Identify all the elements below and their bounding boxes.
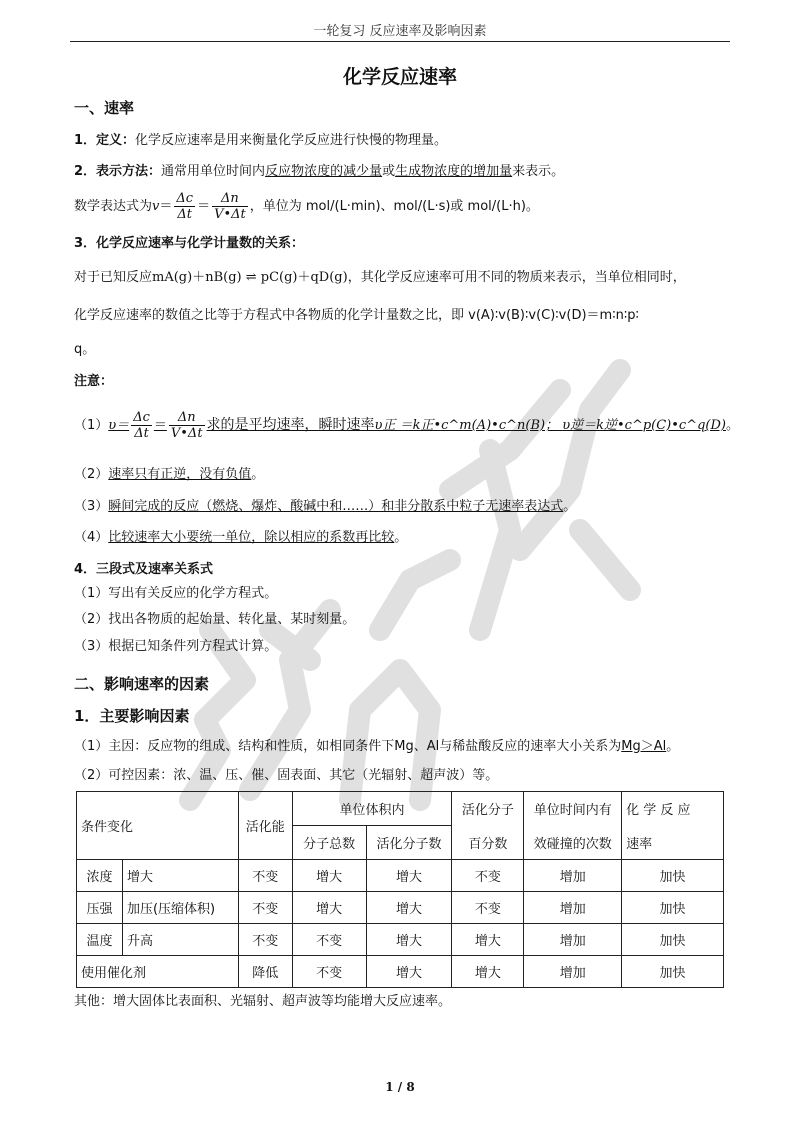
representation-mid: 或 <box>382 164 396 179</box>
representation-post: 来表示。 <box>512 164 565 179</box>
representation-line <box>74 162 734 182</box>
three-step-item: （1）写出有关反应的化学方程式。 <box>74 586 278 601</box>
page-title: 化学反应速率 <box>342 66 457 88</box>
factors-table <box>76 791 724 988</box>
mg-al-relation: Mg＞Al <box>621 739 667 754</box>
relation-line1: 对于已知反应mA(g)＋nB(g) ⇌ pC(g)＋qD(g)，其化学反应速率可用不同的物质来表示，当单位相同时， <box>74 270 686 285</box>
header-per-unit-volume: 单位体积内 <box>292 792 452 826</box>
instantaneous-forward: υ正 ＝k正•c^m(A)•c^n(B)； <box>374 418 559 433</box>
other-factors: 其他：增大固体比表面积、光辐射、超声波等均能增大反应速率。 <box>74 994 452 1009</box>
expression-eq: ＝ <box>159 199 173 214</box>
table-row: 压强 加压(压缩体积) 不变 增大 增大 不变 增加 加快 <box>77 892 724 924</box>
section-heading-factors: 二、影响速率的因素 <box>74 675 210 693</box>
representation-pre: 通常用单位时间内 <box>161 164 266 179</box>
reaction-equation: mA(g)＋nB(g) ⇌ pC(g)＋qD(g) <box>152 270 348 285</box>
table-row: 温度 升高 不变 不变 增大 增大 增加 加快 <box>77 924 724 956</box>
main-factors-label: 1．主要影响因素 <box>74 707 190 725</box>
representation-label: 2．表示方法： <box>74 164 162 179</box>
page-number: 1 / 8 <box>385 1080 415 1094</box>
three-step-item: （2）找出各物质的起始量、转化量、某时刻量。 <box>74 612 356 627</box>
representation-reactant: 反应物浓度的减少量 <box>265 164 383 179</box>
definition-text: 化学反应速率是用来衡量化学反应进行快慢的物理量。 <box>135 133 448 148</box>
note-4: （4）比较速率大小要统一单位，除以相应的系数再比较。 <box>74 530 408 545</box>
instantaneous-reverse: υ逆＝k逆•c^p(C)•c^q(D) <box>562 418 726 433</box>
header-rule <box>70 41 730 42</box>
header-activation-energy: 活化能 <box>238 792 292 860</box>
definition-label: 1．定义： <box>74 133 136 148</box>
three-step-label: 4．三段式及速率关系式 <box>74 562 214 577</box>
header-effective-collisions: 单位时间内有 效碰撞的次数 <box>524 792 622 860</box>
running-header: 一轮复习 反应速率及影响因素 <box>313 24 487 39</box>
note-2: （2）速率只有正逆，没有负值。 <box>74 467 265 482</box>
relation-line2: 化学反应速率的数值之比等于方程式中各物质的化学计量数之比，即 v(A)∶v(B)∶v(C)∶v(D)＝m∶n∶p∶ <box>74 308 639 323</box>
representation-product: 生成物浓度的增加量 <box>395 164 513 179</box>
table-row: 浓度 增大 不变 增大 增大 不变 增加 加快 <box>77 860 724 892</box>
header-activated-molecules: 活化分子数 <box>366 826 452 860</box>
section-heading-rate: 一、速率 <box>74 99 135 117</box>
fraction-amount: $\frac{\Delta n}{V•\Delta t}$ <box>214 191 246 222</box>
relation-line3: q。 <box>74 342 96 357</box>
note-1-content: υ＝ $\frac{\Delta c}{\Delta t}$ ＝ $\frac{\Delta n}{V•\Delta t}$ 求的是平均速率，瞬时速率υ正 ＝k正•c^m(A)•c^n(B)； υ逆＝k逆•c^p(C)•c^q(D) <box>108 410 726 441</box>
expression-units: ，单位为 mol/(L·min)、mol/(L·s)或 mol/(L·h)。 <box>249 199 539 214</box>
three-step-item: （3）根据已知条件列方程式计算。 <box>74 639 278 654</box>
definition-line <box>74 131 734 151</box>
expression-v: v <box>152 199 160 214</box>
table-row: 使用催化剂 降低 不变 增大 增大 增加 加快 <box>77 956 724 988</box>
header-activated-percent: 活化分子 百分数 <box>452 792 524 860</box>
factor-item-2: （2）可控因素：浓、温、压、催、固表面、其它（光辐射、超声波）等。 <box>74 768 499 783</box>
expression-line: 数学表达式为v＝ $\frac{\Delta c}{\Delta t}$ ＝ $\frac{\Delta n}{V•\Delta t}$ ，单位为 mol/(L·min)、mol/(L·s)或 mol/(L·h)。 <box>74 191 539 222</box>
relation-label: 3．化学反应速率与化学计量数的关系： <box>74 236 305 251</box>
note-1: （1）υ＝ $\frac{\Delta c}{\Delta t}$ ＝ $\frac{\Delta n}{V•\Delta t}$ 求的是平均速率，瞬时速率υ正 ＝k正•c^m(A)•c^n(B)； υ逆＝k逆•c^p(C)•c^q(D)。 <box>74 410 739 441</box>
note-3: （3）瞬间完成的反应（燃烧、爆炸、酸碱中和……）和非分散系中粒子无速率表达式。 <box>74 499 577 514</box>
factor-item-1: （1）主因：反应物的组成、结构和性质，如相同条件下Mg、Al与稀盐酸反应的速率大小关系为Mg＞Al。 <box>74 739 680 754</box>
note-label: 注意： <box>74 374 114 389</box>
expression-pre: 数学表达式为 <box>74 199 153 214</box>
header-total-molecules: 分子总数 <box>292 826 366 860</box>
header-reaction-rate: 化 学 反 应 速率 <box>622 792 724 860</box>
header-condition: 条件变化 <box>77 792 239 860</box>
fraction-concentration: $\frac{\Delta c}{\Delta t}$ <box>176 191 194 222</box>
